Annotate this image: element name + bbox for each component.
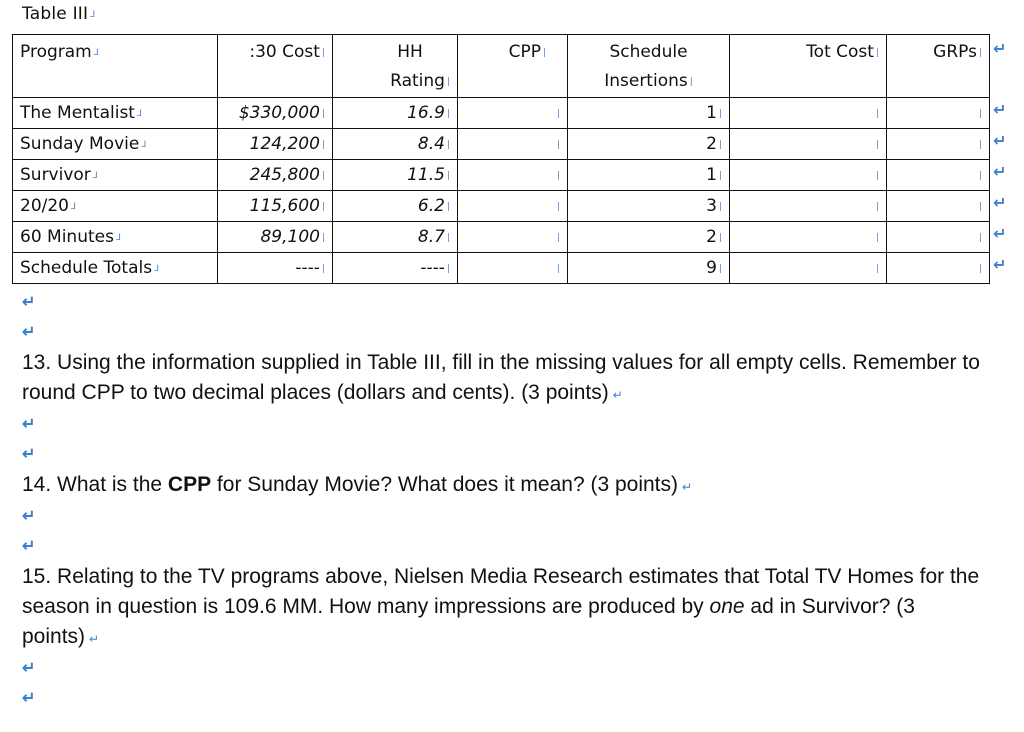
row-end-markers bbox=[993, 34, 1017, 280]
table-row bbox=[13, 160, 990, 191]
cell-hh-rating[interactable]: 11.5 | bbox=[333, 160, 458, 191]
header-tot-cost: Tot Cost | bbox=[730, 35, 887, 98]
header-cost: :30 Cost | bbox=[218, 35, 333, 98]
cell-cost[interactable]: 245,800 | bbox=[218, 160, 333, 191]
cell-hh-rating[interactable]: 6.2 | bbox=[333, 191, 458, 222]
questions-section bbox=[22, 288, 992, 714]
cell-insertions[interactable]: 2 | bbox=[568, 129, 730, 160]
return-arrow-icon: ↵ bbox=[993, 254, 1007, 274]
end-of-cell-marker-icon: ⅃ bbox=[90, 10, 96, 20]
return-arrow-icon: ↵ bbox=[682, 480, 693, 494]
cell-grps[interactable]: | bbox=[887, 191, 990, 222]
cell-program[interactable]: 20/20 ⅃ bbox=[13, 191, 218, 222]
empty-paragraph bbox=[22, 440, 992, 470]
table-caption bbox=[22, 4, 95, 24]
cell-insertions[interactable]: 1 | bbox=[568, 98, 730, 129]
cell-insertions[interactable]: 2 | bbox=[568, 222, 730, 253]
empty-paragraph bbox=[22, 410, 992, 440]
end-of-cell-marker-icon: | bbox=[321, 48, 325, 58]
cell-hh-rating[interactable]: 8.4 | bbox=[333, 129, 458, 160]
return-arrow-icon: ↵ bbox=[22, 294, 36, 311]
return-arrow-icon: ↵ bbox=[22, 660, 36, 677]
header-cpp: CPP | bbox=[458, 35, 568, 98]
table-row bbox=[13, 222, 990, 253]
cell-grps[interactable]: | bbox=[887, 160, 990, 191]
cell-insertions[interactable]: 3 | bbox=[568, 191, 730, 222]
cell-cost[interactable]: 115,600 | bbox=[218, 191, 333, 222]
return-arrow-icon: ↵ bbox=[22, 324, 36, 341]
header-hh-rating: HH Rating | bbox=[333, 35, 458, 98]
cell-grps[interactable]: | bbox=[887, 253, 990, 284]
cell-cpp[interactable]: | bbox=[458, 129, 568, 160]
cell-grps[interactable]: | bbox=[887, 129, 990, 160]
cell-cost[interactable]: ---- | bbox=[218, 253, 333, 284]
table-row bbox=[13, 191, 990, 222]
cell-program[interactable]: Sunday Movie ⅃ bbox=[13, 129, 218, 160]
return-arrow-icon: ↵ bbox=[993, 192, 1007, 212]
totals-row bbox=[13, 253, 990, 284]
empty-paragraph bbox=[22, 502, 992, 532]
header-row bbox=[13, 35, 990, 98]
cell-tot-cost[interactable]: | bbox=[730, 253, 887, 284]
cell-cpp[interactable]: | bbox=[458, 222, 568, 253]
question-13: 13. Using the information supplied in Table III, fill in the missing values for all empty cells. Remember to round CPP to two decimal places (dollars and cents). (3 points) ↵ bbox=[22, 351, 980, 404]
cell-tot-cost[interactable]: | bbox=[730, 98, 887, 129]
header-schedule-insertions: Schedule Insertions | bbox=[568, 35, 730, 98]
empty-paragraph bbox=[22, 684, 992, 714]
return-arrow-icon: ↵ bbox=[993, 130, 1007, 150]
table-caption-text: Table III bbox=[22, 4, 89, 24]
header-program: Program ⅃ bbox=[13, 35, 218, 98]
cell-insertions[interactable]: 9 | bbox=[568, 253, 730, 284]
end-of-cell-marker-icon: | bbox=[446, 77, 450, 87]
cell-program[interactable]: The Mentalist ⅃ bbox=[13, 98, 218, 129]
table-row bbox=[13, 129, 990, 160]
cell-program[interactable]: Schedule Totals ⅃ bbox=[13, 253, 218, 284]
header-grps: GRPs | bbox=[887, 35, 990, 98]
cell-cpp[interactable]: | bbox=[458, 160, 568, 191]
cell-tot-cost[interactable]: | bbox=[730, 222, 887, 253]
return-arrow-icon: ↵ bbox=[993, 99, 1007, 119]
return-arrow-icon: ↵ bbox=[612, 388, 623, 402]
cell-cost[interactable]: 124,200 | bbox=[218, 129, 333, 160]
return-arrow-icon: ↵ bbox=[993, 161, 1007, 181]
cell-hh-rating[interactable]: 16.9 | bbox=[333, 98, 458, 129]
return-arrow-icon: ↵ bbox=[22, 538, 36, 555]
return-arrow-icon: ↵ bbox=[89, 632, 100, 646]
question-14: 14. What is the CPP for Sunday Movie? What does it mean? (3 points) ↵ bbox=[22, 473, 693, 496]
end-of-cell-marker-icon: | bbox=[875, 48, 879, 58]
return-arrow-icon: ↵ bbox=[22, 416, 36, 433]
media-schedule-table bbox=[12, 34, 990, 284]
cell-tot-cost[interactable]: | bbox=[730, 191, 887, 222]
cell-hh-rating[interactable]: ---- | bbox=[333, 253, 458, 284]
table-row bbox=[13, 98, 990, 129]
cell-cpp[interactable]: | bbox=[458, 253, 568, 284]
cell-cpp[interactable]: | bbox=[458, 98, 568, 129]
cell-cost[interactable]: $330,000 | bbox=[218, 98, 333, 129]
end-of-cell-marker-icon: | bbox=[689, 77, 693, 87]
end-of-cell-marker-icon: | bbox=[978, 48, 982, 58]
empty-paragraph bbox=[22, 318, 992, 348]
return-arrow-icon: ↵ bbox=[22, 690, 36, 707]
return-arrow-icon: ↵ bbox=[22, 446, 36, 463]
cell-hh-rating[interactable]: 8.7 | bbox=[333, 222, 458, 253]
empty-paragraph bbox=[22, 532, 992, 562]
one-italic-term: one bbox=[709, 595, 745, 618]
end-of-cell-marker-icon: | bbox=[542, 48, 546, 58]
cell-grps[interactable]: | bbox=[887, 98, 990, 129]
cpp-bold-term: CPP bbox=[167, 473, 212, 496]
return-arrow-icon: ↵ bbox=[22, 508, 36, 525]
cell-cost[interactable]: 89,100 | bbox=[218, 222, 333, 253]
cell-tot-cost[interactable]: | bbox=[730, 160, 887, 191]
cell-program[interactable]: 60 Minutes ⅃ bbox=[13, 222, 218, 253]
return-arrow-icon: ↵ bbox=[993, 223, 1007, 243]
cell-insertions[interactable]: 1 | bbox=[568, 160, 730, 191]
question-15: 15. Relating to the TV programs above, Nielsen Media Research estimates that Total TV Homes for the season in question is 109.6 MM. How many impressions are produced by one ad in Survivor? (3 points) ↵ bbox=[22, 565, 980, 648]
cell-tot-cost[interactable]: | bbox=[730, 129, 887, 160]
return-arrow-icon: ↵ bbox=[993, 38, 1007, 58]
empty-paragraph bbox=[22, 654, 992, 684]
cell-cpp[interactable]: | bbox=[458, 191, 568, 222]
empty-paragraph bbox=[22, 288, 992, 318]
end-of-cell-marker-icon: ⅃ bbox=[93, 48, 99, 58]
cell-program[interactable]: Survivor ⅃ bbox=[13, 160, 218, 191]
cell-grps[interactable]: | bbox=[887, 222, 990, 253]
